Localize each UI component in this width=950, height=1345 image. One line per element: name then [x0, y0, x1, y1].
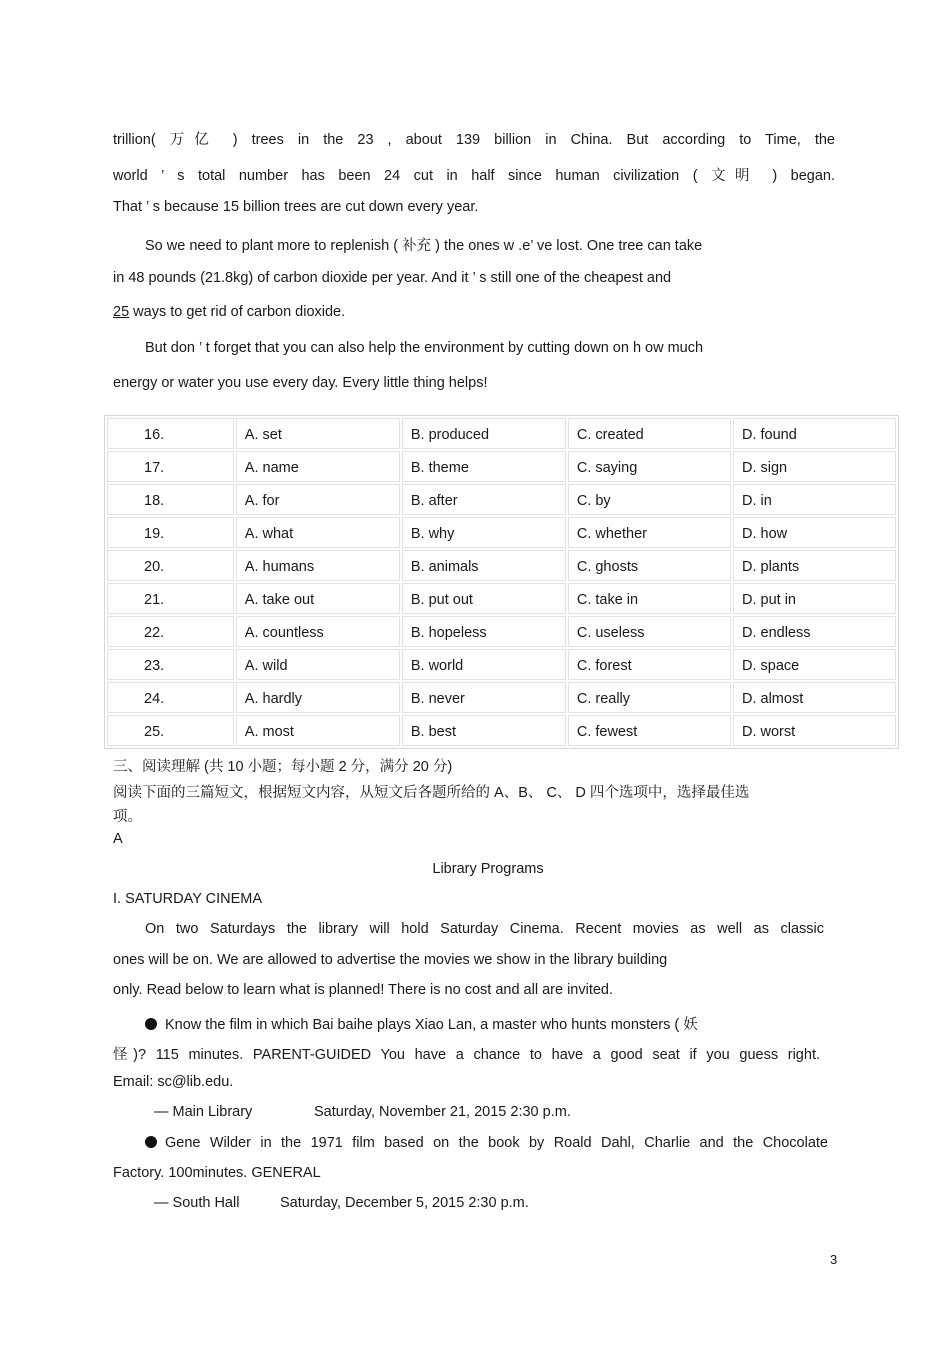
option-b: B. produced [402, 418, 566, 449]
option-c: C. by [568, 484, 731, 515]
bullet-1-line-1: Know the film in which Bai baihe plays Xiao Lan, a master who hunts monsters ( 妖 [165, 1017, 698, 1033]
options-table [104, 415, 899, 749]
passage-line-8: energy or water you use every day. Every little thing helps! [113, 375, 488, 391]
option-b: B. animals [402, 550, 566, 581]
option-a: A. take out [236, 583, 400, 614]
event-2-place: — South Hall [154, 1195, 240, 1211]
bullet-1-line-3: Email: sc@lib.edu. [113, 1074, 234, 1090]
question-number: 18. [107, 484, 234, 515]
passage-line-1: trillion( 万亿 ) trees in the 23 , about 139 billion in China. But according to Time, the [113, 132, 835, 148]
question-number: 21. [107, 583, 234, 614]
bullet-1-line-2: 怪)? 115 minutes. PARENT-GUIDED You have a chance to have a good seat if you guess right. [113, 1047, 820, 1063]
option-c: C. ghosts [568, 550, 731, 581]
passage-title: Library Programs [432, 861, 544, 877]
option-b: B. hopeless [402, 616, 566, 647]
table-row [107, 484, 896, 515]
table-row [107, 583, 896, 614]
option-a: A. most [236, 715, 400, 746]
option-a: A. humans [236, 550, 400, 581]
option-d: D. in [733, 484, 896, 515]
subsection-title: I. SATURDAY CINEMA [113, 891, 263, 907]
passage-line-5: in 48 pounds (21.8kg) of carbon dioxide per year. And it ’ s still one of the cheapest and [113, 270, 672, 286]
table-row [107, 550, 896, 581]
blank-25: 25 [113, 304, 130, 320]
section-instruction: 阅读下面的三篇短文，根据短文内容，从短文后各题所给的 A、B、 C、 D 四个选项中，选择最佳选 [113, 785, 750, 801]
option-b: B. put out [402, 583, 566, 614]
paragraph-1-line-1: On two Saturdays the library will hold Saturday Cinema. Recent movies as well as classic [145, 921, 824, 937]
option-c: C. really [568, 682, 731, 713]
event-2-time: Saturday, December 5, 2015 2:30 p.m. [280, 1195, 529, 1211]
option-b: B. theme [402, 451, 566, 482]
option-c: C. take in [568, 583, 731, 614]
bullet-icon [145, 1136, 157, 1148]
table-row [107, 715, 896, 746]
paragraph-1-line-3: only. Read below to learn what is planned! There is no cost and all are invited. [113, 982, 614, 998]
table-row [107, 682, 896, 713]
part-label: A [113, 831, 123, 847]
table-row [107, 616, 896, 647]
question-number: 23. [107, 649, 234, 680]
section-heading: 三、阅读理解 (共 10 小题；每小题 2 分，满分 20 分) [113, 759, 453, 775]
passage-line-6 [113, 304, 345, 320]
event-1-time: Saturday, November 21, 2015 2:30 p.m. [314, 1104, 571, 1120]
question-number: 16. [107, 418, 234, 449]
option-a: A. set [236, 418, 400, 449]
option-d: D. how [733, 517, 896, 548]
section-instruction-cont: 项。 [113, 809, 142, 825]
question-number: 19. [107, 517, 234, 548]
option-a: A. what [236, 517, 400, 548]
paragraph-1-line-2: ones will be on. We are allowed to advertise the movies we show in the library building [113, 952, 668, 968]
option-d: D. sign [733, 451, 896, 482]
option-d: D. found [733, 418, 896, 449]
option-c: C. whether [568, 517, 731, 548]
page-number: 3 [830, 1252, 838, 1267]
question-number: 20. [107, 550, 234, 581]
option-c: C. fewest [568, 715, 731, 746]
passage-line-4: So we need to plant more to replenish ( 补充 ) the ones w .e’ ve lost. One tree can take [145, 238, 703, 254]
option-b: B. never [402, 682, 566, 713]
option-b: B. after [402, 484, 566, 515]
option-a: A. name [236, 451, 400, 482]
question-number: 25. [107, 715, 234, 746]
option-c: C. created [568, 418, 731, 449]
option-b: B. world [402, 649, 566, 680]
table-row [107, 451, 896, 482]
question-number: 24. [107, 682, 234, 713]
bullet-item-1 [145, 1013, 837, 1034]
question-number: 22. [107, 616, 234, 647]
option-a: A. hardly [236, 682, 400, 713]
passage-line-2: world ’ s total number has been 24 cut in half since human civilization ( 文明 ) began. [113, 168, 835, 184]
option-d: D. put in [733, 583, 896, 614]
option-d: D. almost [733, 682, 896, 713]
option-d: D. space [733, 649, 896, 680]
passage-line-7: But don ’ t forget that you can also help the environment by cutting down on h ow much [145, 340, 704, 356]
passage-line-6-text: ways to get rid of carbon dioxide. [129, 304, 346, 320]
option-a: A. wild [236, 649, 400, 680]
table-row [107, 517, 896, 548]
option-d: D. worst [733, 715, 896, 746]
option-b: B. why [402, 517, 566, 548]
option-c: C. forest [568, 649, 731, 680]
passage-line-3: That ’ s because 15 billion trees are cut down every year. [113, 199, 479, 215]
option-d: D. endless [733, 616, 896, 647]
question-number: 17. [107, 451, 234, 482]
bullet-2-line-2: Factory. 100minutes. GENERAL [113, 1165, 321, 1181]
option-a: A. countless [236, 616, 400, 647]
option-c: C. useless [568, 616, 731, 647]
table-row [107, 418, 896, 449]
option-c: C. saying [568, 451, 731, 482]
bullet-item-2 [145, 1135, 828, 1151]
table-row [107, 649, 896, 680]
event-1-place: — Main Library [154, 1104, 253, 1120]
option-d: D. plants [733, 550, 896, 581]
bullet-2-line-1: Gene Wilder in the 1971 film based on the book by Roald Dahl, Charlie and the Chocolate [165, 1135, 828, 1151]
bullet-icon [145, 1018, 157, 1030]
option-b: B. best [402, 715, 566, 746]
option-a: A. for [236, 484, 400, 515]
